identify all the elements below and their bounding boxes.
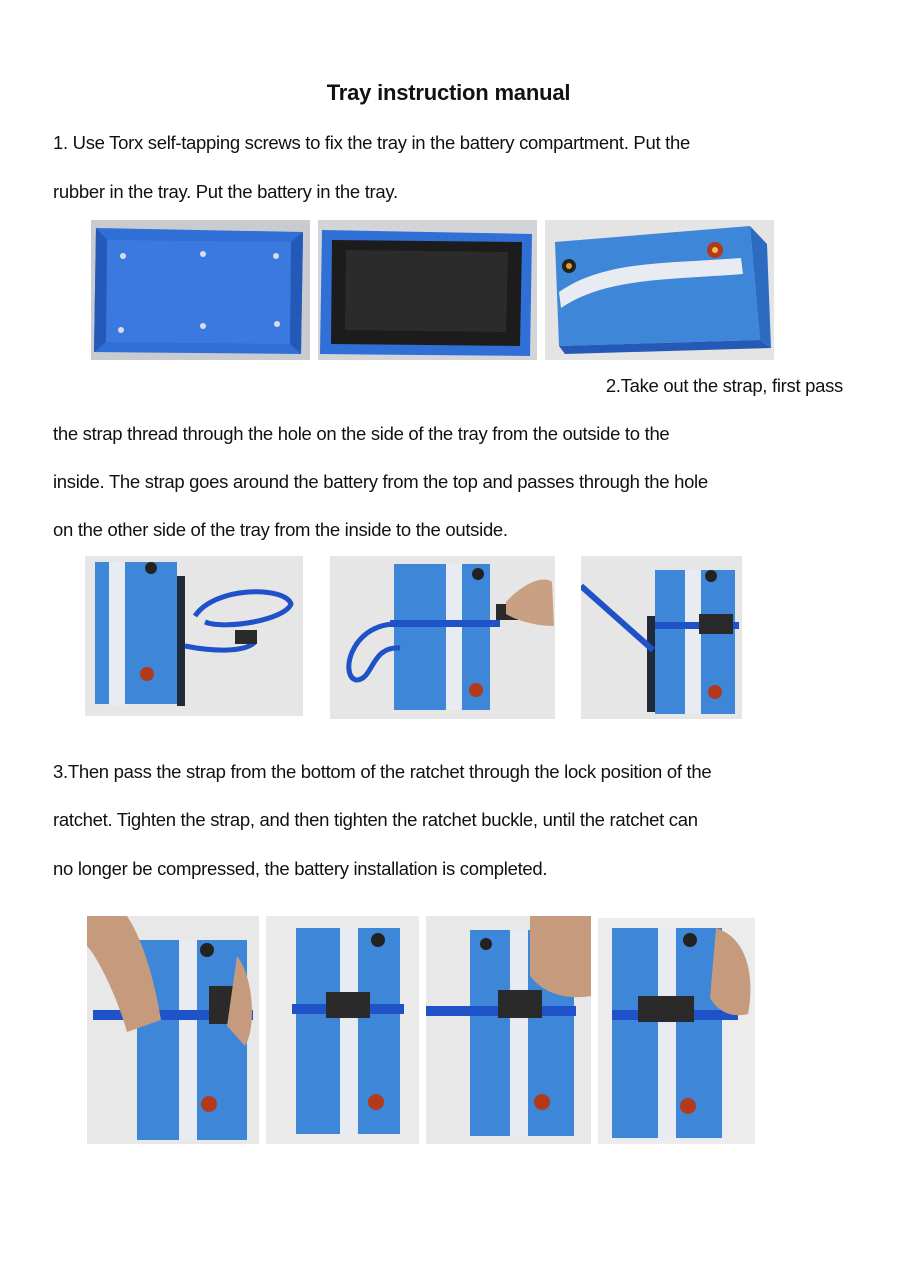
- step3-line1: 3.Then pass the strap from the bottom of the ratchet through the lock position of the: [53, 761, 712, 782]
- photo-strap-thread-side: [85, 556, 303, 716]
- photo-battery-in-tray: [545, 220, 774, 360]
- page-title: Tray instruction manual: [326, 80, 571, 105]
- photo-ratchet-threaded: [266, 916, 419, 1144]
- step2-line2: the strap thread through the hole on the side of the tray from the outside to the: [53, 423, 670, 444]
- photo-strap-around-battery: [330, 556, 555, 719]
- step2-line4: on the other side of the tray from the inside to the outside.: [53, 519, 508, 540]
- step3-line3: no longer be compressed, the battery installation is completed.: [53, 858, 548, 879]
- step1-line1: 1. Use Torx self-tapping screws to fix the tray in the battery compartment. Put the: [53, 132, 690, 153]
- photo-feed-ratchet: [87, 916, 259, 1144]
- step1-line2: rubber in the tray. Put the battery in the tray.: [53, 181, 398, 202]
- step3-line2: ratchet. Tighten the strap, and then tighten the ratchet buckle, until the ratchet can: [53, 809, 698, 830]
- photo-strap-through-hole: [581, 556, 742, 719]
- photo-empty-tray-with-screws: [91, 220, 310, 360]
- step2-line3: inside. The strap goes around the battery from the top and passes through the hole: [53, 471, 708, 492]
- photo-tighten-strap: [426, 916, 591, 1144]
- photo-installation-complete: [598, 918, 755, 1144]
- photo-tray-with-rubber: [318, 220, 537, 360]
- step2-line1: 2.Take out the strap, first pass: [605, 375, 843, 396]
